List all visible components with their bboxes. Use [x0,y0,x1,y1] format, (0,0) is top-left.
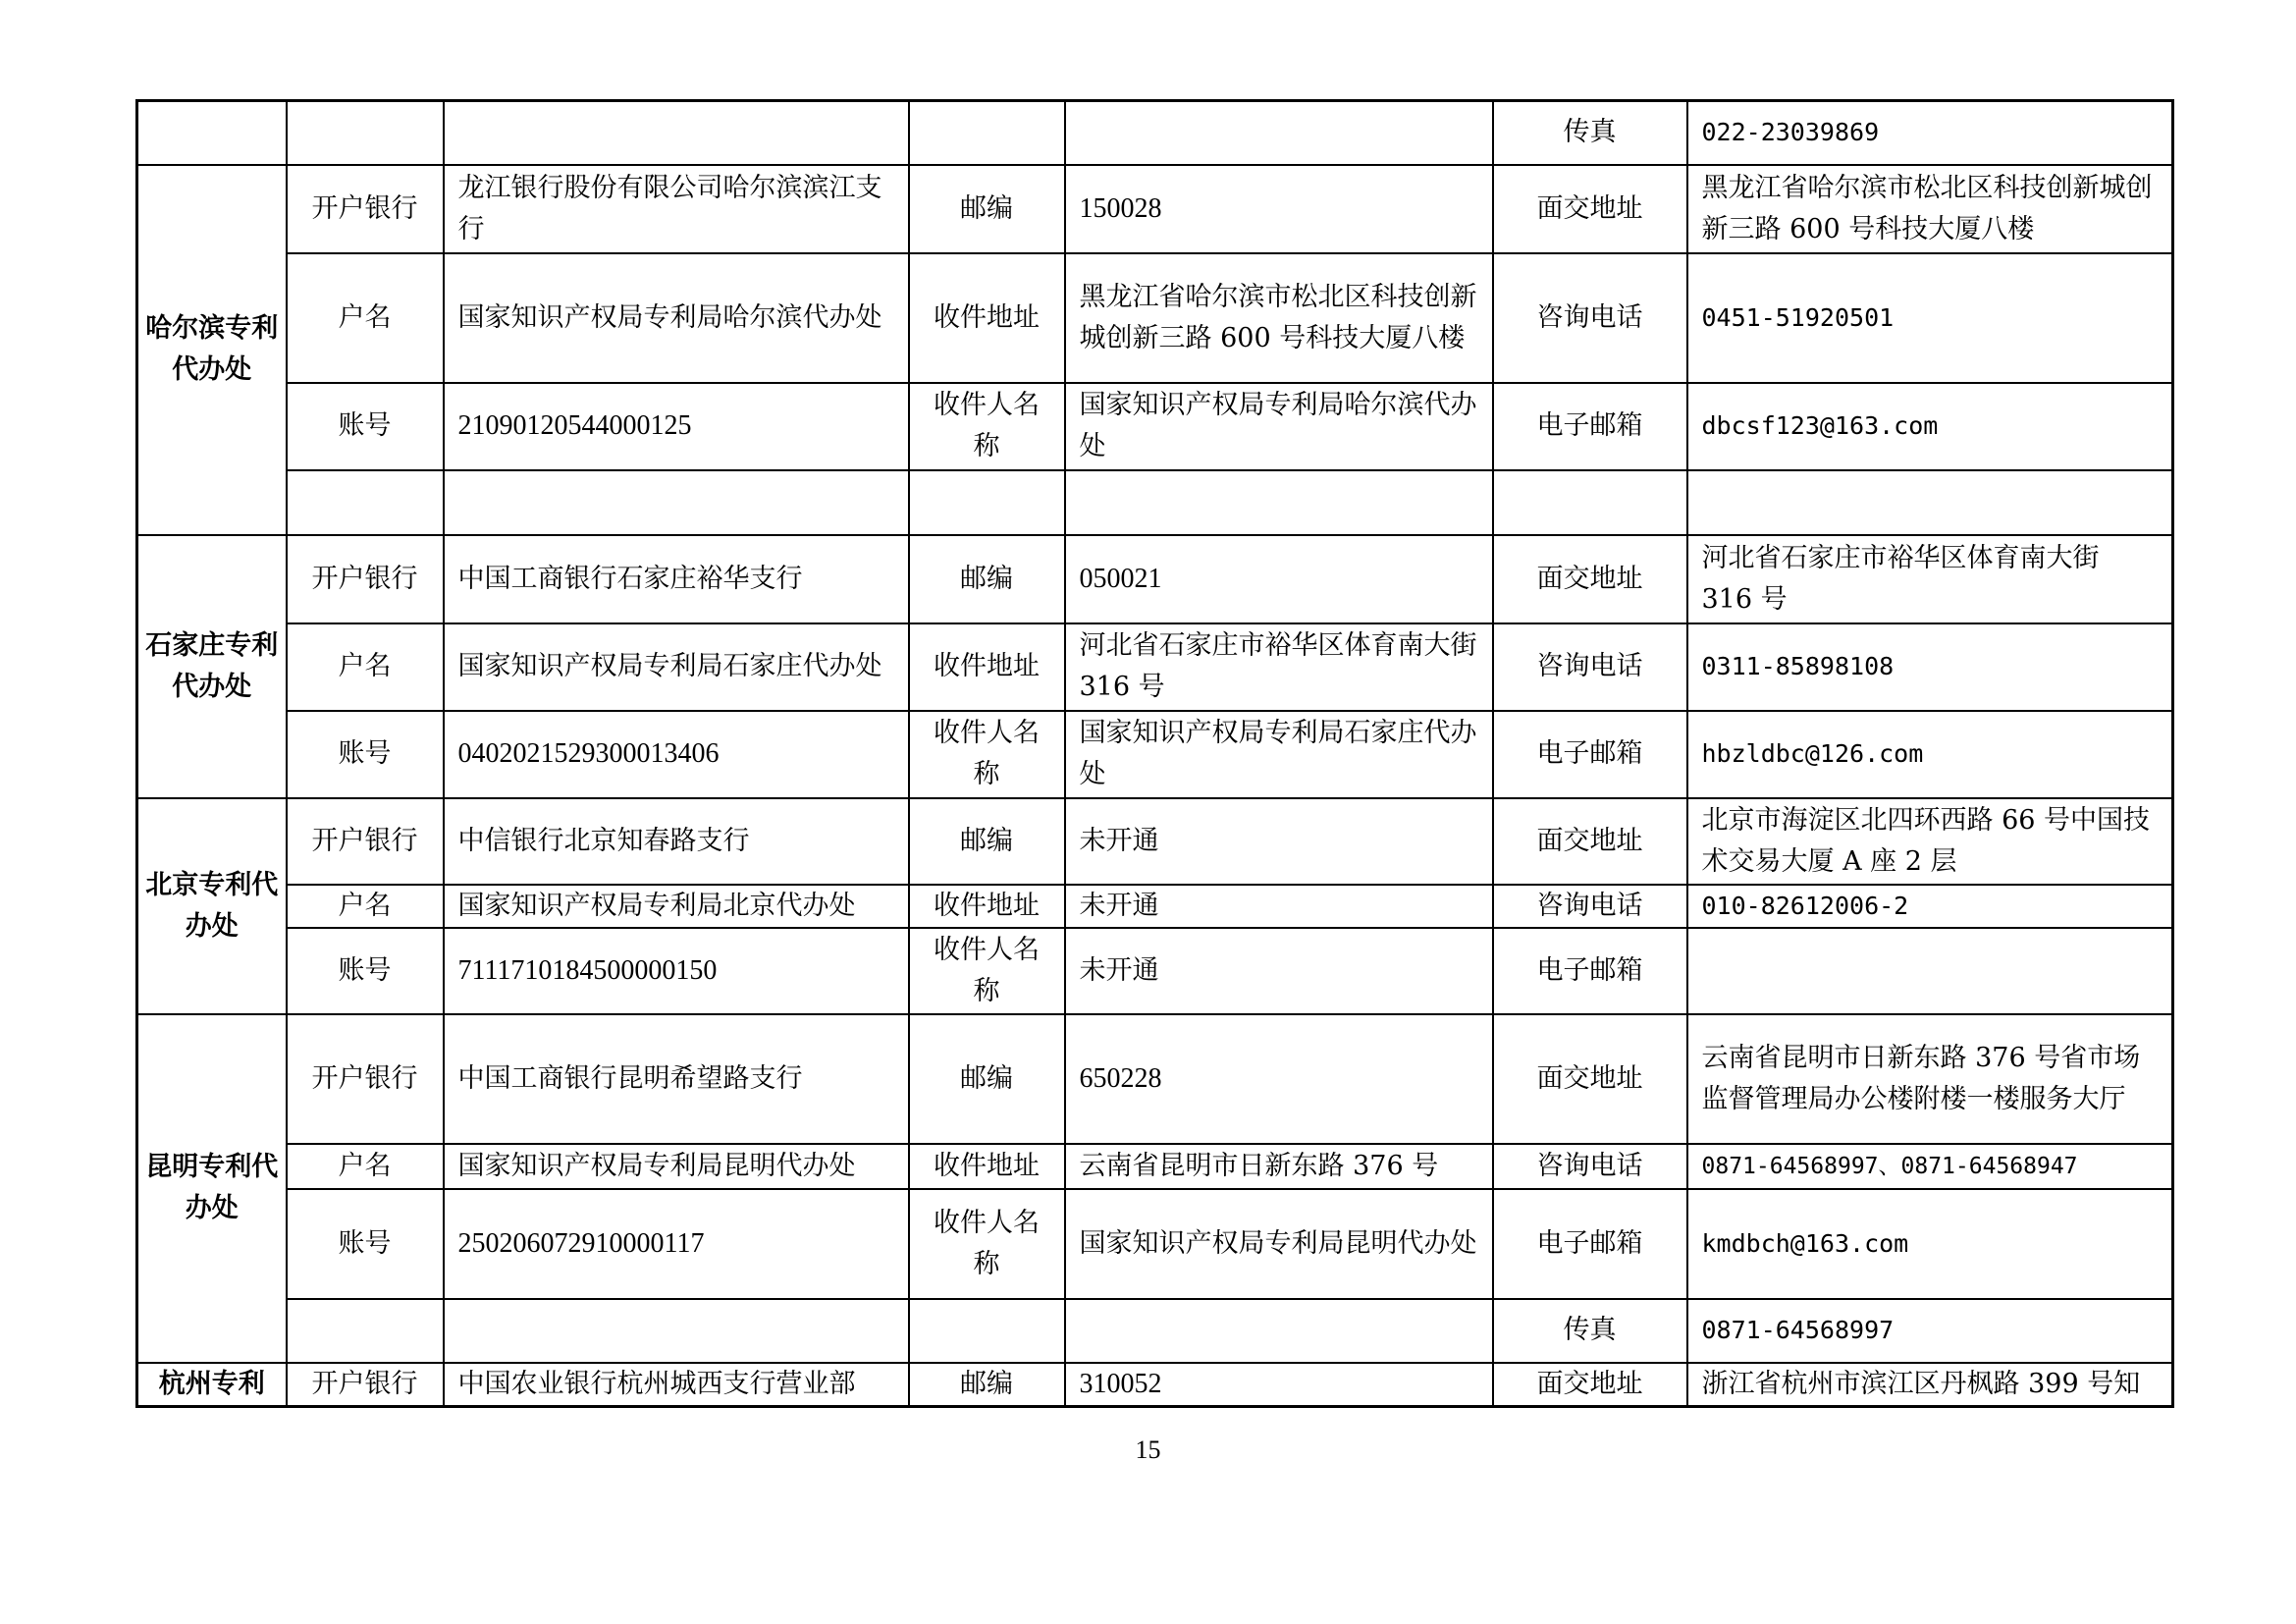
recipient-value: 未开通 [1065,928,1493,1014]
table-row [137,1363,2173,1407]
account-name-value: 国家知识产权局专利局北京代办处 [444,885,909,928]
email-label: 电子邮箱 [1493,711,1687,798]
mail-address-label: 收件地址 [909,623,1065,711]
recipient-label: 收件人名称 [909,383,1065,470]
empty-cell [1065,1299,1493,1363]
account-name-value: 国家知识产权局专利局哈尔滨代办处 [444,253,909,383]
email-value: dbcsf123@163.com [1687,383,2173,470]
bank-label: 开户银行 [287,165,444,253]
office-name-beijing: 北京专利代办处 [137,798,287,1014]
account-no-label: 账号 [287,711,444,798]
empty-cell [909,470,1065,535]
empty-cell [287,470,444,535]
fax-value: 022-23039869 [1687,101,2173,165]
table-row [137,1014,2173,1144]
recipient-label: 收件人名称 [909,928,1065,1014]
bank-value: 中国农业银行杭州城西支行营业部 [444,1363,909,1407]
visit-address-value: 北京市海淀区北四环西路 66 号中国技术交易大厦 A 座 2 层 [1687,798,2173,885]
recipient-value: 国家知识产权局专利局石家庄代办处 [1065,711,1493,798]
account-no-label: 账号 [287,928,444,1014]
postcode-label: 邮编 [909,535,1065,623]
account-no-label: 账号 [287,383,444,470]
postcode-label: 邮编 [909,1014,1065,1144]
recipient-label: 收件人名称 [909,1189,1065,1299]
email-value: hbzldbc@126.com [1687,711,2173,798]
account-no-value: 7111710184500000150 [444,928,909,1014]
postcode-label: 邮编 [909,1363,1065,1407]
patent-agency-table [135,99,2174,1408]
mail-address-label: 收件地址 [909,253,1065,383]
table-row [137,885,2173,928]
phone-value: 0871-64568997、0871-64568947 [1687,1144,2173,1189]
mail-address-value: 云南省昆明市日新东路 376 号 [1065,1144,1493,1189]
phone-value: 0311-85898108 [1687,623,2173,711]
postcode-value: 150028 [1065,165,1493,253]
account-name-label: 户名 [287,623,444,711]
visit-address-label: 面交地址 [1493,535,1687,623]
fax-value: 0871-64568997 [1687,1299,2173,1363]
account-name-label: 户名 [287,885,444,928]
bank-value: 中国工商银行石家庄裕华支行 [444,535,909,623]
phone-label: 咨询电话 [1493,623,1687,711]
office-name-harbin: 哈尔滨专利代办处 [137,165,287,535]
visit-address-value: 黑龙江省哈尔滨市松北区科技创新城创新三路 600 号科技大厦八楼 [1687,165,2173,253]
visit-address-label: 面交地址 [1493,165,1687,253]
fax-label: 传真 [1493,101,1687,165]
phone-label: 咨询电话 [1493,885,1687,928]
visit-address-value: 河北省石家庄市裕华区体育南大街 316 号 [1687,535,2173,623]
empty-cell [909,1299,1065,1363]
table-row [137,711,2173,798]
phone-value: 010-82612006-2 [1687,885,2173,928]
email-value: kmdbch@163.com [1687,1189,2173,1299]
visit-address-value: 云南省昆明市日新东路 376 号省市场监督管理局办公楼附楼一楼服务大厅 [1687,1014,2173,1144]
postcode-value: 未开通 [1065,798,1493,885]
table-row [137,470,2173,535]
recipient-label: 收件人名称 [909,711,1065,798]
bank-label: 开户银行 [287,798,444,885]
postcode-value: 310052 [1065,1363,1493,1407]
email-label: 电子邮箱 [1493,383,1687,470]
mail-address-value: 未开通 [1065,885,1493,928]
table-row [137,165,2173,253]
postcode-label: 邮编 [909,165,1065,253]
table-row [137,928,2173,1014]
office-name-hangzhou: 杭州专利 [137,1363,287,1407]
table-row [137,383,2173,470]
account-no-value: 0402021529300013406 [444,711,909,798]
visit-address-value: 浙江省杭州市滨江区丹枫路 399 号知 [1687,1363,2173,1407]
document-page [135,99,2174,1408]
empty-cell [1065,470,1493,535]
empty-cell [1687,470,2173,535]
bank-label: 开户银行 [287,535,444,623]
bank-value: 中国工商银行昆明希望路支行 [444,1014,909,1144]
empty-cell [287,101,444,165]
postcode-value: 650228 [1065,1014,1493,1144]
table-row [137,1144,2173,1189]
mail-address-value: 黑龙江省哈尔滨市松北区科技创新城创新三路 600 号科技大厦八楼 [1065,253,1493,383]
visit-address-label: 面交地址 [1493,1363,1687,1407]
mail-address-label: 收件地址 [909,1144,1065,1189]
visit-address-label: 面交地址 [1493,798,1687,885]
account-name-value: 国家知识产权局专利局昆明代办处 [444,1144,909,1189]
visit-address-label: 面交地址 [1493,1014,1687,1144]
office-name-shijiazhuang: 石家庄专利代办处 [137,535,287,798]
table-row [137,253,2173,383]
account-no-label: 账号 [287,1189,444,1299]
page-number: 15 [1135,1435,1161,1464]
phone-label: 咨询电话 [1493,1144,1687,1189]
empty-cell [1493,470,1687,535]
bank-label: 开户银行 [287,1363,444,1407]
empty-cell [909,101,1065,165]
mail-address-label: 收件地址 [909,885,1065,928]
bank-value: 龙江银行股份有限公司哈尔滨滨江支行 [444,165,909,253]
recipient-value: 国家知识产权局专利局哈尔滨代办处 [1065,383,1493,470]
email-label: 电子邮箱 [1493,1189,1687,1299]
empty-cell [444,101,909,165]
bank-value: 中信银行北京知春路支行 [444,798,909,885]
empty-cell [137,101,287,165]
empty-cell [287,1299,444,1363]
table-row [137,623,2173,711]
office-name-kunming: 昆明专利代办处 [137,1014,287,1363]
postcode-value: 050021 [1065,535,1493,623]
empty-cell [444,470,909,535]
bank-label: 开户银行 [287,1014,444,1144]
phone-value: 0451-51920501 [1687,253,2173,383]
empty-cell [444,1299,909,1363]
fax-label: 传真 [1493,1299,1687,1363]
account-no-value: 21090120544000125 [444,383,909,470]
empty-cell [1065,101,1493,165]
table-row [137,101,2173,165]
email-value [1687,928,2173,1014]
postcode-label: 邮编 [909,798,1065,885]
account-no-value: 250206072910000117 [444,1189,909,1299]
recipient-value: 国家知识产权局专利局昆明代办处 [1065,1189,1493,1299]
table-row [137,1189,2173,1299]
table-row [137,1299,2173,1363]
account-name-label: 户名 [287,1144,444,1189]
account-name-value: 国家知识产权局专利局石家庄代办处 [444,623,909,711]
phone-label: 咨询电话 [1493,253,1687,383]
email-label: 电子邮箱 [1493,928,1687,1014]
mail-address-value: 河北省石家庄市裕华区体育南大街 316 号 [1065,623,1493,711]
table-row [137,535,2173,623]
account-name-label: 户名 [287,253,444,383]
table-row [137,798,2173,885]
